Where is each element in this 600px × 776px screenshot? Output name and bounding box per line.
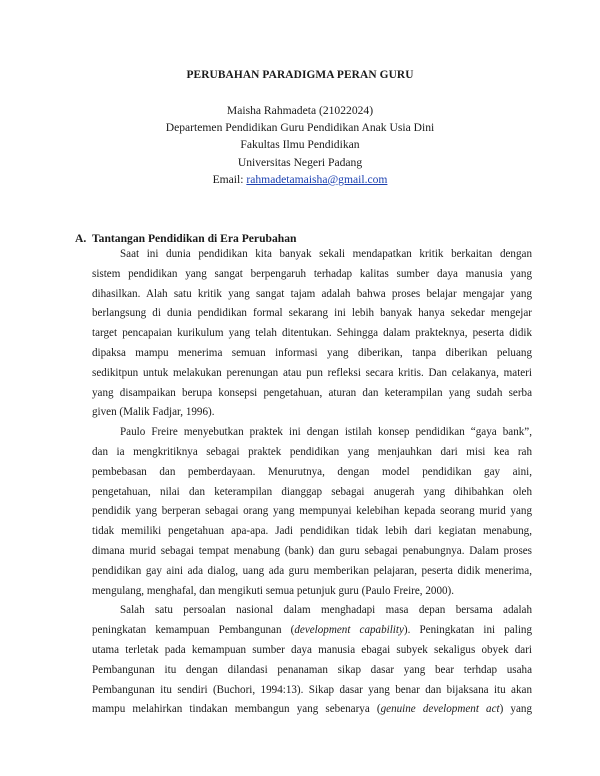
paragraph-line: dan ia mengkritiknya sebagai praktek pendidikan yang menjauhkan dari misi kea rah [92, 445, 532, 458]
line-text: ) yang [499, 703, 532, 716]
italic-term: development capability [294, 624, 404, 637]
document-title: PERUBAHAN PARADIGMA PERAN GURU [186, 69, 414, 81]
paragraph-line: dipaksa mampu menerima semuan informasi yang diberikan, tanpa diberikan peluang [92, 346, 532, 359]
italic-term: genuine development act [380, 703, 500, 716]
email-link[interactable]: rahmadetamaisha@gmail.com [246, 172, 388, 186]
paragraph-line [92, 700, 532, 720]
paragraph-line: sistem pendidikan yang sangat berpengaruh terhadap kalitas sumber daya manusia yang [92, 267, 532, 280]
line-text: Salah satu persoalan nasional dalam menghadapi masa depan bersama adalah [120, 604, 532, 617]
author-department: Departemen Pendidikan Guru Pendidikan Anak Usia Dini [165, 121, 435, 135]
author-university: Universitas Negeri Padang [237, 155, 363, 169]
paragraph-line [92, 621, 532, 641]
line-text: Pembangunan itu sendiri (Buchori, 1994:13). Sikap dasar yang benar dan bijaksana itu akan [92, 683, 532, 696]
paragraph-line: berlangsung di dunia pendidikan formal sekarang ini lebih banyak hanya sekedar mengejar [92, 307, 532, 320]
paragraph-2 [92, 423, 532, 601]
paragraph-line: pengetahuan, nilai dan keterampilan dianggap sebagai anugerah yang dihibahkan oleh [92, 485, 532, 498]
author-faculty: Fakultas Ilmu Pendidikan [240, 138, 360, 152]
paragraph-line [92, 641, 532, 661]
paragraph-line: pendidikan gay aini ada dialog, uang ada guru memberikan pelajaran, peserta didik menerima, [92, 564, 532, 577]
paragraph-line: sedikitpun untuk melakukan perenungan atau pun refleksi secara kritis. Dan celakanya, materi [92, 366, 532, 379]
line-text: peningkatan kemampuan Pembangunan ( [92, 624, 295, 637]
paragraph-line: mengulang, menghafal, dan mengikuti semua petunjuk guru (Paulo Freire, 2000). [92, 584, 455, 597]
paragraph-line [92, 661, 532, 681]
section-heading [75, 232, 296, 245]
paragraph-line: given (Malik Fadjar, 1996). [92, 406, 215, 419]
author-block [0, 102, 600, 188]
author-email-line [0, 171, 600, 188]
paragraph-line: Saat ini dunia pendidikan kita banyak sekali mendapatkan kritik berkaitan dengan [120, 248, 532, 260]
email-label: Email: [212, 172, 247, 186]
line-text: utama terletak pada kemampuan sumber daya manusia ebagai subyek sekaligus obyek dari [92, 643, 532, 656]
paragraph-1 [92, 245, 532, 423]
section-number: A. [75, 232, 87, 245]
paragraph-line [92, 681, 532, 701]
line-text: Pembangunan itu dengan dilandasi penanaman sikap dasar yang bear terhdap usaha [92, 663, 532, 676]
line-text: mampu melahirkan tindakan membangun yang sebenarya ( [92, 703, 381, 716]
paragraph-line: dimana murid sebagai tempat menabung (bank) dan guru sebagai penabungnya. Dalam proses [92, 544, 532, 557]
author-name: Maisha Rahmadeta (21022024) [226, 104, 374, 117]
paragraph-line: target pencapaian kurikulum yang telah ditentukan. Sehingga dalam prakteknya, peserta didik [92, 327, 532, 340]
paragraph-line: pembebasan dan pemberdayaan. Menurutnya, dengan model pendidikan gay aini, [92, 465, 532, 478]
body-text [92, 245, 532, 720]
line-text: ). Peningkatan ini paling [403, 624, 532, 637]
paragraph-line: dihasilkan. Alah satu kritik yang sangat tajam adalah bahwa proses belajar mengajar yang [92, 287, 532, 300]
paragraph-line: tidak memiliki pengetahuan apa-apa. Jadi pendidikan tidak lebih dari kegiatan menabung, [92, 525, 532, 538]
paragraph-line: yang disampaikan berupa konsepsi pengetahuan, aturan dan keterampilan yang sudah serba [92, 386, 532, 399]
paragraph-line: pendidik yang berperan sebagai orang yang mempunyai kelebihan kepada seorang murid yang [92, 505, 532, 518]
section-heading-text: Tantangan Pendidikan di Era Perubahan [92, 232, 297, 245]
paragraph-3 [92, 601, 532, 720]
paragraph-line: Paulo Freire menyebutkan praktek ini dengan istilah konsep pendidikan “gaya bank”, [120, 426, 532, 439]
paragraph-line [92, 601, 532, 621]
